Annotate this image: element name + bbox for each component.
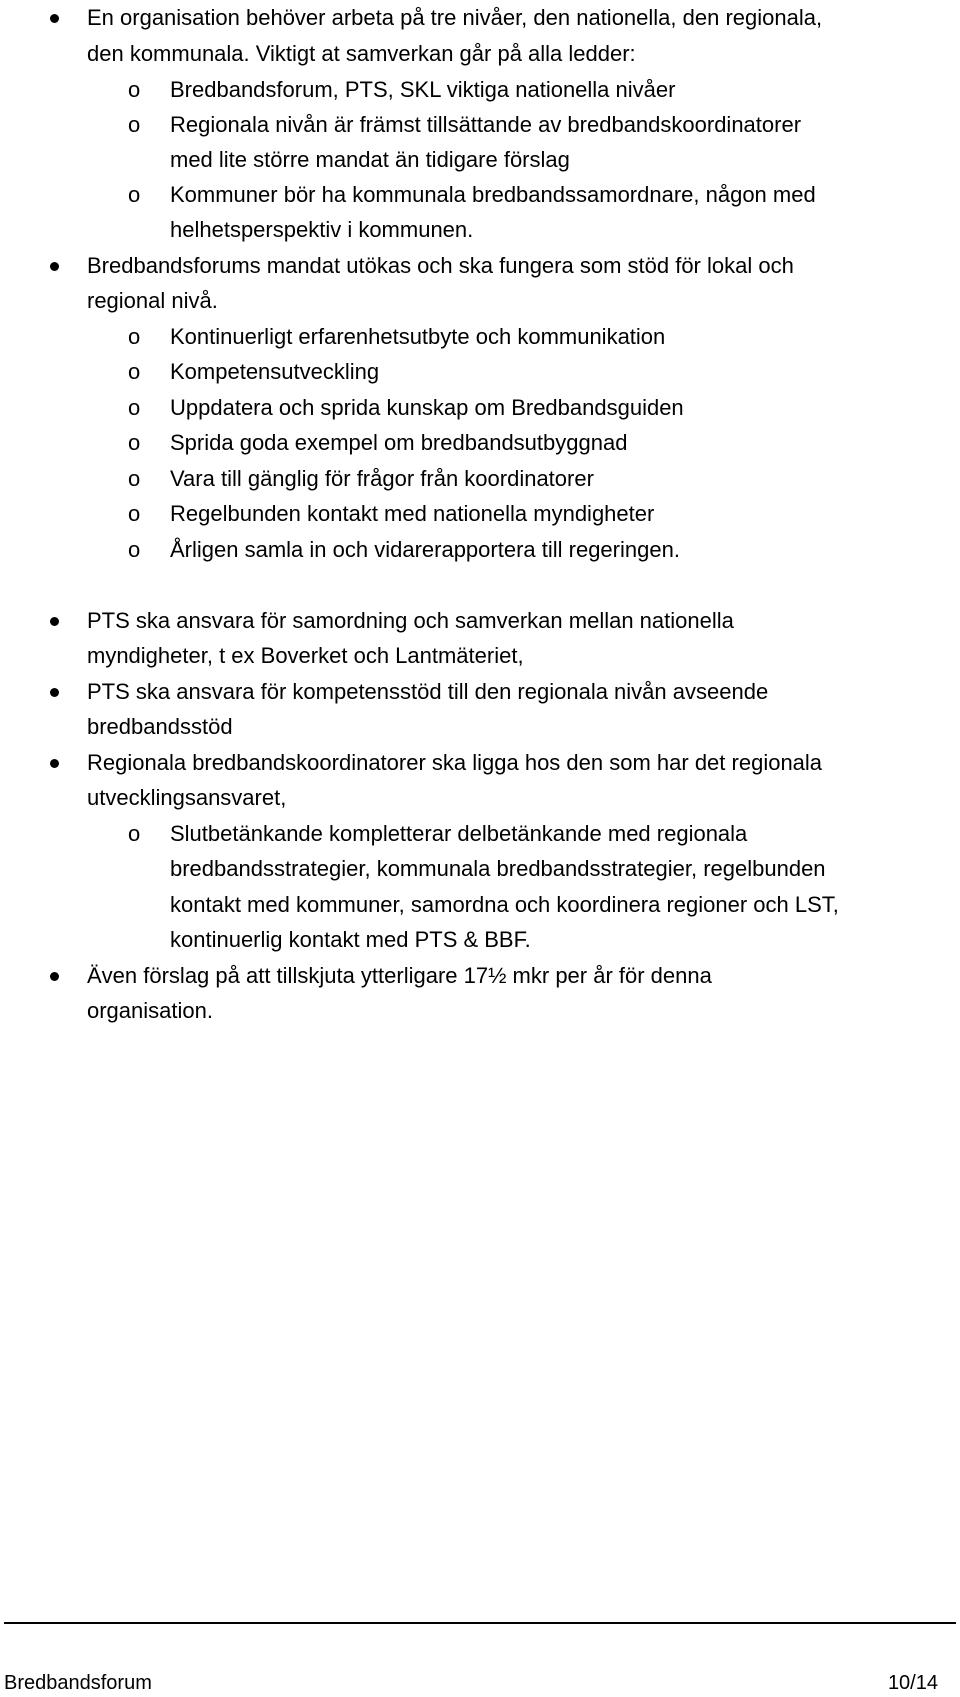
text-line: kontakt med kommuner, samordna och koordinera regioner och LST, [170,892,839,917]
sub-bullet-icon: o [128,537,141,562]
bullet-icon [50,617,59,626]
text-line: kontinuerlig kontakt med PTS & BBF. [170,927,531,952]
text-line: PTS ska ansvara för kompetensstöd till den regionala nivån avseende [87,679,769,704]
text-line: Regionala bredbandskoordinatorer ska ligga hos den som har det regionala [87,750,823,775]
text-line: Bredbandsforums mandat utökas och ska fungera som stöd för lokal och [87,253,794,278]
sub-bullet-icon: o [128,430,141,455]
text-line: Uppdatera och sprida kunskap om Bredbandsguiden [170,395,684,420]
text-line: myndigheter, t ex Boverket och Lantmäteriet, [87,643,524,668]
footer-divider [4,1622,956,1624]
text-line: Kompetensutveckling [170,359,380,384]
text-line: organisation. [87,998,213,1023]
text-line: Även förslag på att tillskjuta ytterligare 17½ mkr per år för denna [87,963,712,988]
text-line: Sprida goda exempel om bredbandsutbyggnad [170,430,628,455]
text-line: Kontinuerligt erfarenhetsutbyte och kommunikation [170,324,666,349]
footer-title: Bredbandsforum [4,1672,152,1694]
text-line: bredbandsstöd [87,714,233,739]
text-line: Kommuner bör ha kommunala bredbandssamordnare, någon med [170,182,816,207]
sub-bullet-icon: o [128,466,141,491]
sub-bullet-icon: o [128,182,141,207]
bullet-icon [50,688,59,697]
text-line: med lite större mandat än tidigare förslag [170,147,570,172]
bullet-icon [50,14,59,23]
sub-bullet-icon: o [128,821,141,846]
sub-bullet-icon: o [128,112,141,137]
sub-bullet-icon: o [128,395,141,420]
text-line: bredbandsstrategier, kommunala bredbandsstrategier, regelbunden [170,856,826,881]
text-line: PTS ska ansvara för samordning och samverkan mellan nationella [87,608,734,633]
text-line: Årligen samla in och vidarerapportera till regeringen. [170,537,680,562]
page-number: 10/14 [887,1672,938,1694]
sub-bullet-icon: o [128,324,141,349]
text-line: Bredbandsforum, PTS, SKL viktiga nationella nivåer [170,77,676,102]
sub-bullet-icon: o [128,359,141,384]
text-line: den kommunala. Viktigt at samverkan går på alla ledder: [87,41,636,66]
bullet-icon [50,262,59,271]
text-line: Regelbunden kontakt med nationella myndigheter [170,501,655,526]
sub-bullet-icon: o [128,77,141,102]
sub-bullet-icon: o [128,501,141,526]
bullet-icon [50,972,59,981]
text-line: En organisation behöver arbeta på tre nivåer, den nationella, den regionala, [87,5,823,30]
text-line: helhetsperspektiv i kommunen. [170,217,474,242]
text-line: utvecklingsansvaret, [87,785,287,810]
text-line: Regionala nivån är främst tillsättande av bredbandskoordinatorer [170,112,802,137]
text-line: Vara till gänglig för frågor från koordinatorer [170,466,594,491]
bullet-icon [50,759,59,768]
text-line: regional nivå. [87,288,218,313]
text-line: Slutbetänkande kompletterar delbetänkande med regionala [170,821,748,846]
